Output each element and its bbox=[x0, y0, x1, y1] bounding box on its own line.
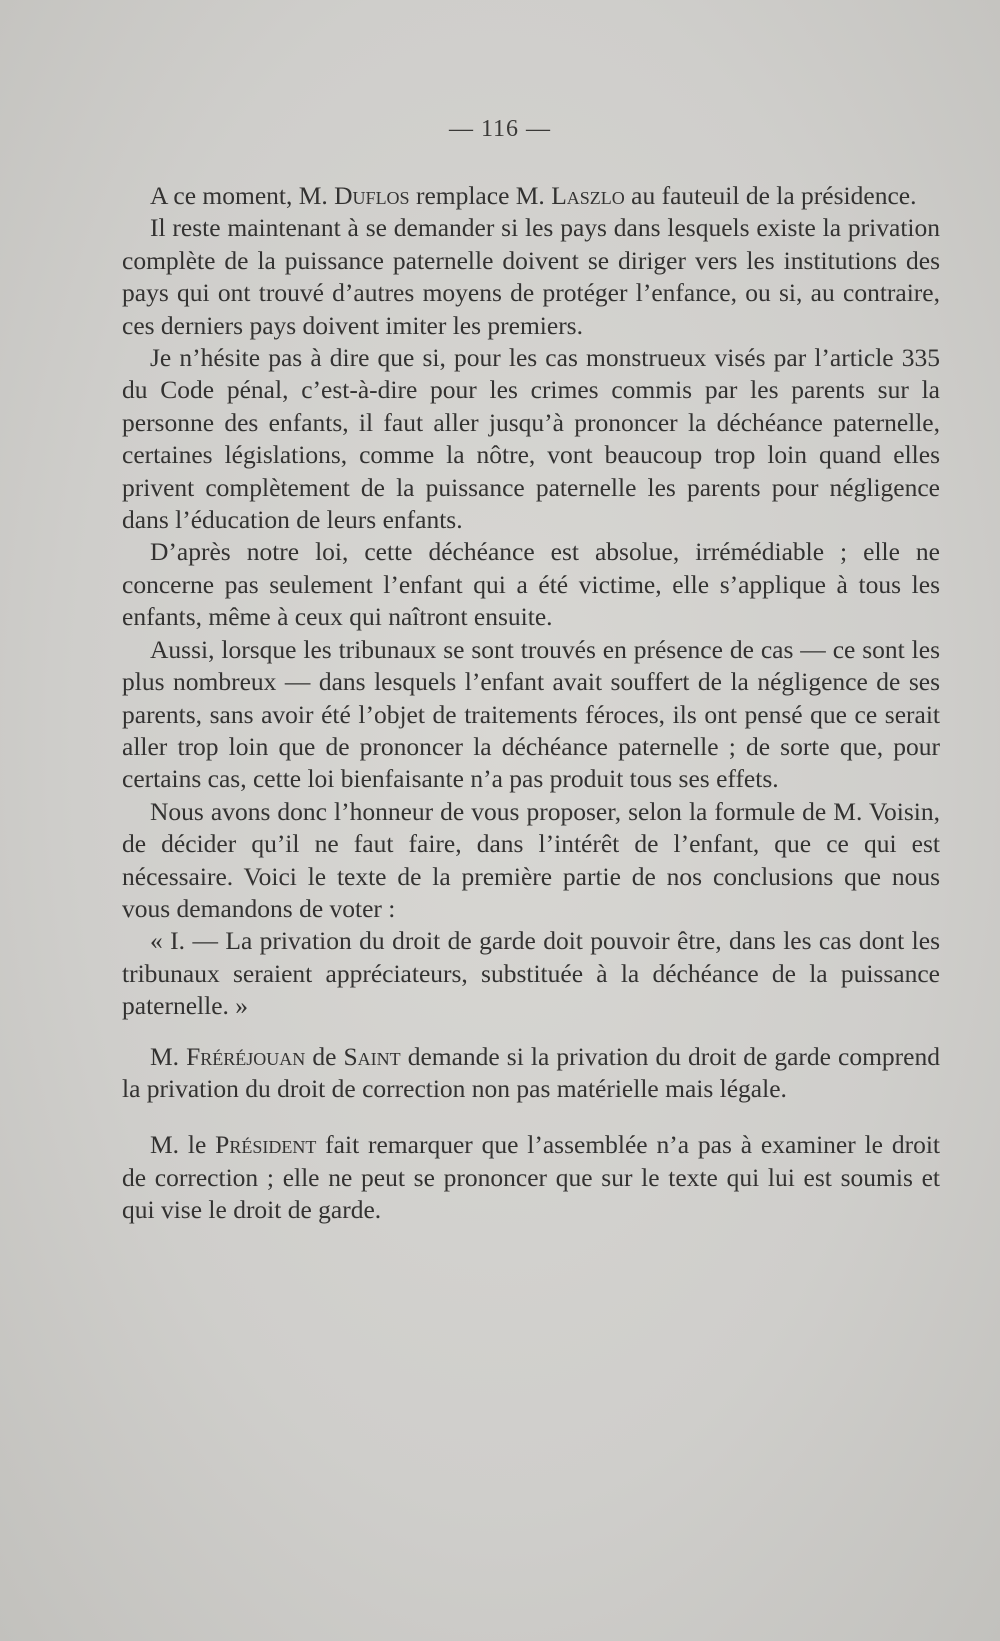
paragraph-text: demande si la privation du droit de garde comprend la privation du droit de correction non pas matérielle mais légale. bbox=[122, 1041, 940, 1103]
paragraph-text: A ce moment, M. bbox=[150, 181, 335, 210]
person-name: Duflos bbox=[334, 181, 410, 210]
paragraph-text: remplace M. bbox=[409, 181, 552, 210]
person-name: Fréréjouan bbox=[186, 1041, 306, 1071]
paragraph-intervention bbox=[122, 1041, 940, 1106]
paragraph-president-remark bbox=[122, 1129, 940, 1226]
paragraph-text: M. bbox=[150, 1041, 187, 1071]
paragraph: D’après notre loi, cette déchéance est absolue, irrémédiable ; elle ne concerne pas seulement l’enfant qui a été victime, elle s’applique à tous les enfants, même à ceux qui naîtront ensuite. bbox=[122, 537, 940, 632]
body-text bbox=[122, 180, 940, 1227]
paragraph: Aussi, lorsque les tribunaux se sont trouvés en présence de cas — ce sont les plus nombreux — dans lesquels l’enfant avait souffert de la négligence de ses parents, sans avoir été l’objet de traitements féroces, ils ont pensé que ce serait aller trop loin que de prononcer la déchéance paternelle ; de sorte que, pour certains cas, cette loi bienfaisante n’a pas produit tous ses effets. bbox=[122, 634, 940, 794]
paragraph: Nous avons donc l’honneur de vous proposer, selon la formule de M. Voisin, de décider qu’il ne faut faire, dans l’intérêt de l’enfant, que ce qui est nécessaire. Voici le texte de la première partie de nos conclusions que nous vous demandons de voter : bbox=[122, 796, 940, 923]
paragraph-text: fait remarquer que l’assemblée n’a pas à examiner le droit de correction ; elle ne peut se prononcer que sur le texte qui lui est soumis et qui vise le droit de garde. bbox=[122, 1130, 940, 1225]
paragraph: Je n’hésite pas à dire que si, pour les cas monstrueux visés par l’article 335 du Code pénal, c’est-à-dire pour les crimes commis par les parents sur la personne des enfants, il faut aller jusqu’à prononcer la déchéance paternelle, certaines législations, comme la nôtre, vont beaucoup trop loin quand elles privent complètement de la puissance paternelle les parents pour négligence dans l’éducation de leurs enfants. bbox=[122, 343, 940, 535]
paragraph-text: de bbox=[305, 1041, 344, 1071]
paragraph: Il reste maintenant à se demander si les pays dans lesquels existe la privation complète de la puissance paternelle doivent se diriger vers les institutions des pays qui ont trouvé d’autres moyens de protéger l’enfance, ou si, au contraire, ces derniers pays doivent imiter les premiers. bbox=[122, 213, 940, 340]
person-name: Saint bbox=[343, 1041, 401, 1071]
page-number: — 116 — bbox=[448, 116, 552, 142]
paragraph-text: au fauteuil de la présidence. bbox=[624, 181, 917, 210]
resolution-quote: « I. — La privation du droit de garde doit pouvoir être, dans les cas dont les tribunaux seraient appréciateurs, substituée à la déchéance de la puissance paternelle. » bbox=[122, 926, 940, 1021]
person-name: Laszlo bbox=[551, 181, 625, 210]
person-name: Président bbox=[215, 1130, 317, 1160]
paragraph-presidency-change bbox=[122, 180, 940, 212]
paragraph-text: M. le bbox=[150, 1130, 216, 1160]
